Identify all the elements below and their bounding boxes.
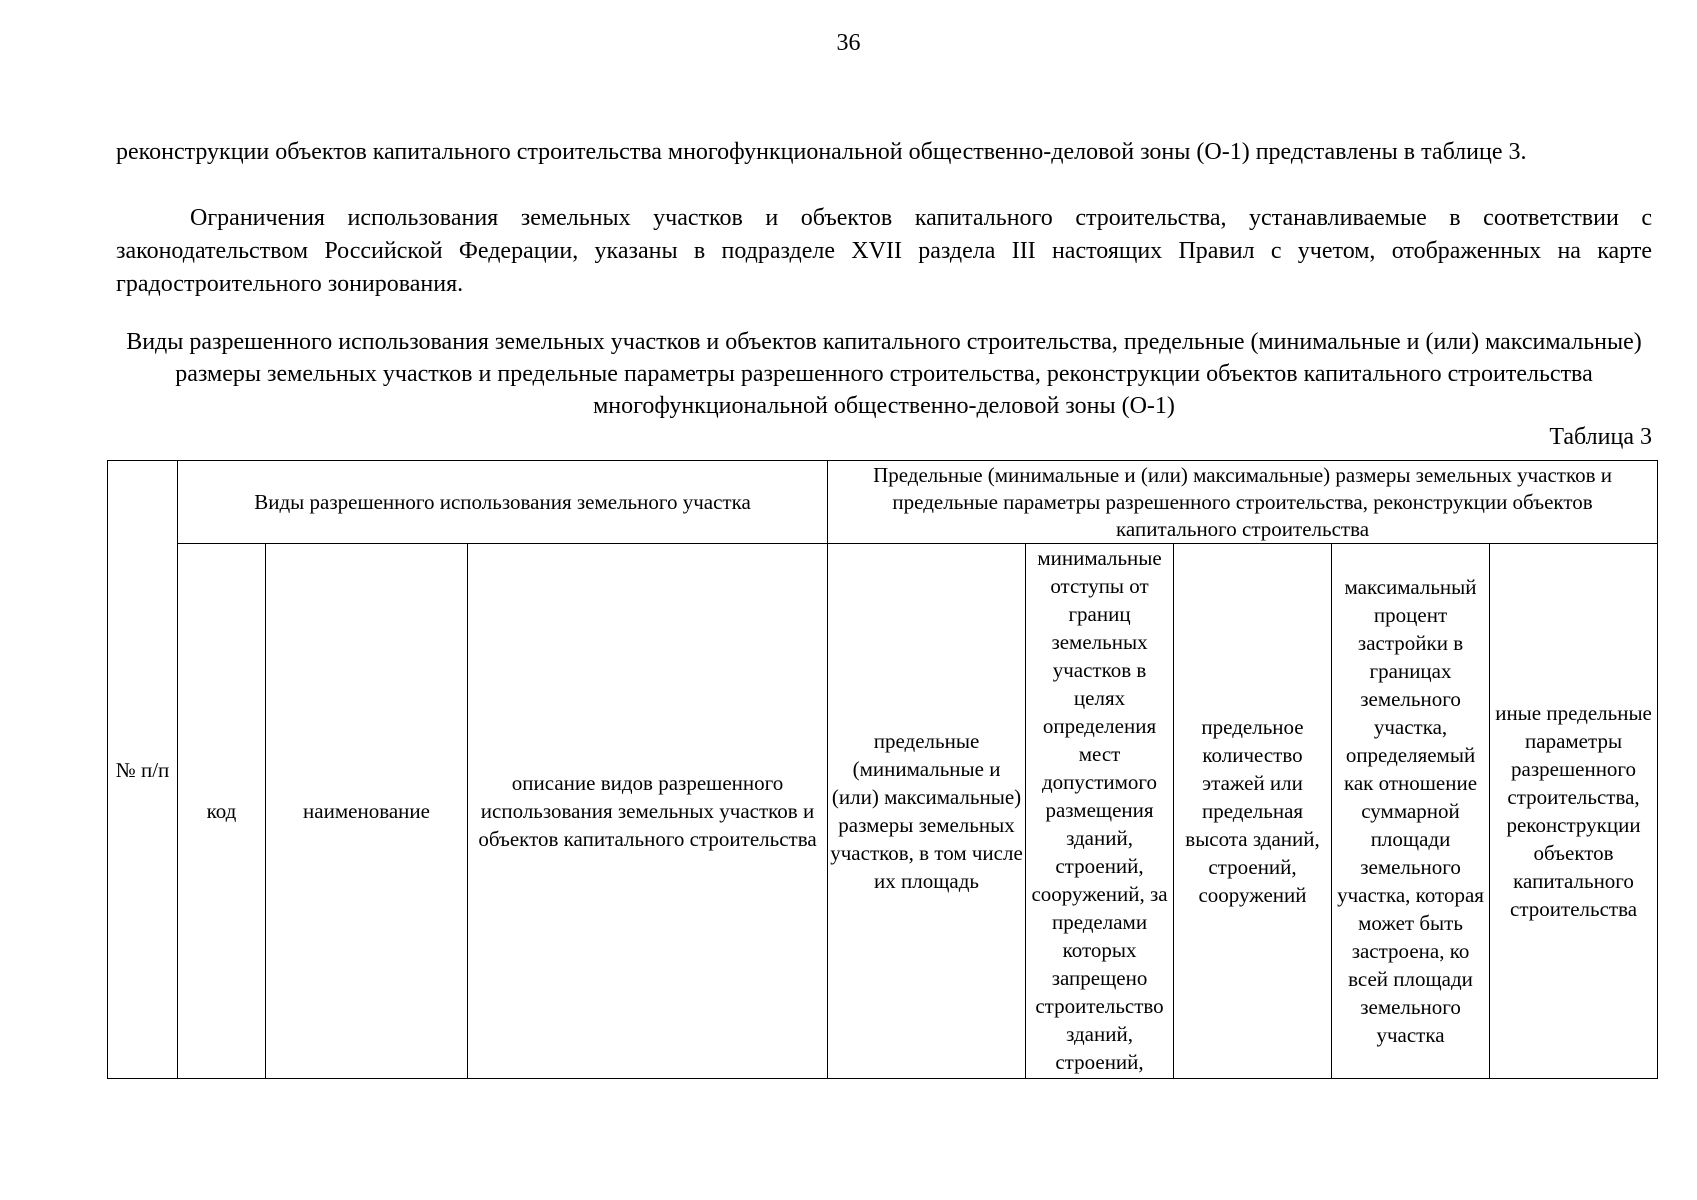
header-group-limits: Предельные (минимальные и (или) максимальные) размеры земельных участков и предельные параметры разрешенного строительства, реконструкции объектов капитального строительства — [828, 461, 1658, 544]
table-label: Таблица 3 — [1549, 424, 1652, 450]
paragraph-1: реконструкции объектов капитального строительства многофункциональной общественно-деловой зоны (О-1) представлены в таблице 3. — [116, 139, 1527, 165]
zoning-table — [107, 460, 1658, 1079]
header-row-1 — [108, 461, 1658, 544]
header-number: № п/п — [108, 461, 178, 1079]
header-row-2 — [108, 544, 1658, 1079]
header-code: код — [178, 544, 266, 1079]
header-plot-size: предельные (минимальные и (или) максимальные) размеры земельных участков, в том числе их площадь — [828, 544, 1026, 1079]
paragraph-2: Ограничения использования земельных участков и объектов капитального строительства, устанавливаемые в соответствии с законодательством Российской Федерации, указаны в подразделе XVII раздела III настоящих Правил с учетом, отображенных на карте градостроительного зонирования. — [116, 205, 1652, 297]
table-caption: Виды разрешенного использования земельных участков и объектов капитального строительства, предельные (минимальные и (или) максимальные) размеры земельных участков и предельные параметры разрешенного строительства, реконструкции объектов капитального строительства многофункциональной общественно-деловой зоны (О-1) — [126, 329, 1642, 419]
header-coverage: максимальный процент застройки в границах земельного участка, определяемый как отношение суммарной площади земельного участка, которая может быть застроена, ко всей площади земельного участка — [1332, 544, 1490, 1079]
header-group-land-use: Виды разрешенного использования земельного участка — [178, 461, 828, 544]
header-description: описание видов разрешенного использования земельных участков и объектов капитального строительства — [468, 544, 828, 1079]
header-other-params: иные предельные параметры разрешенного строительства, реконструкции объектов капитального строительства — [1490, 544, 1658, 1079]
page-number: 36 — [836, 30, 861, 56]
header-floors: предельное количество этажей или предельная высота зданий, строений, сооружений — [1174, 544, 1332, 1079]
header-setbacks: минимальные отступы от границ земельных участков в целях определения мест допустимого размещения зданий, строений, сооружений, за пределами которых запрещено строительство зданий, строений, — [1026, 544, 1174, 1079]
header-name: наименование — [266, 544, 468, 1079]
